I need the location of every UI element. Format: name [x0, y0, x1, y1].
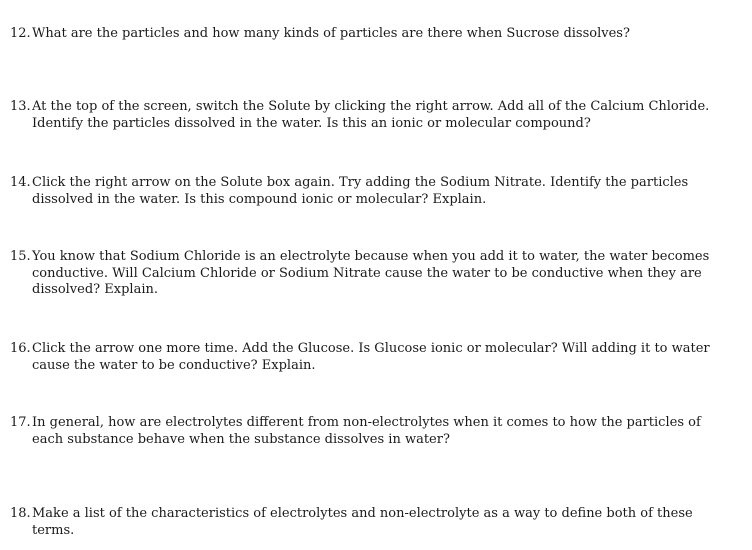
question-text: Click the arrow one more time. Add the Glucose. Is Glucose ionic or molecular? Will adding it to water cause the water to be conductive? Explain. [32, 341, 710, 373]
question-13 [0, 99, 720, 132]
question-12 [0, 26, 720, 43]
question-number: 16. [10, 341, 31, 356]
question-number: 18. [10, 506, 31, 521]
question-17 [0, 415, 720, 448]
question-number: 14. [10, 175, 31, 190]
question-number: 17. [10, 415, 31, 430]
question-text: What are the particles and how many kinds of particles are there when Sucrose dissolves? [32, 26, 630, 41]
question-number: 15. [10, 249, 31, 264]
question-15 [0, 249, 720, 299]
question-text: In general, how are electrolytes different from non-electrolytes when it comes to how the particles of each substance behave when the substance dissolves in water? [32, 415, 701, 447]
question-text: Click the right arrow on the Solute box again. Try adding the Sodium Nitrate. Identify the particles dissolved in the water. Is this compound ionic or molecular? Explain. [32, 175, 689, 207]
question-text: You know that Sodium Chloride is an electrolyte because when you add it to water, the water becomes conductive. Will Calcium Chloride or Sodium Nitrate cause the water to be conductive when they are dissolved? Explain. [32, 249, 710, 297]
question-number: 12. [10, 26, 31, 41]
question-16 [0, 341, 720, 374]
question-14 [0, 175, 720, 208]
question-text: At the top of the screen, switch the Solute by clicking the right arrow. Add all of the Calcium Chloride. Identify the particles dissolved in the water. Is this an ionic or molecular compound? [32, 99, 710, 131]
question-18 [0, 506, 720, 539]
question-number: 13. [10, 99, 31, 114]
question-text: Make a list of the characteristics of electrolytes and non-electrolyte as a way to define both of these terms. [32, 506, 693, 538]
